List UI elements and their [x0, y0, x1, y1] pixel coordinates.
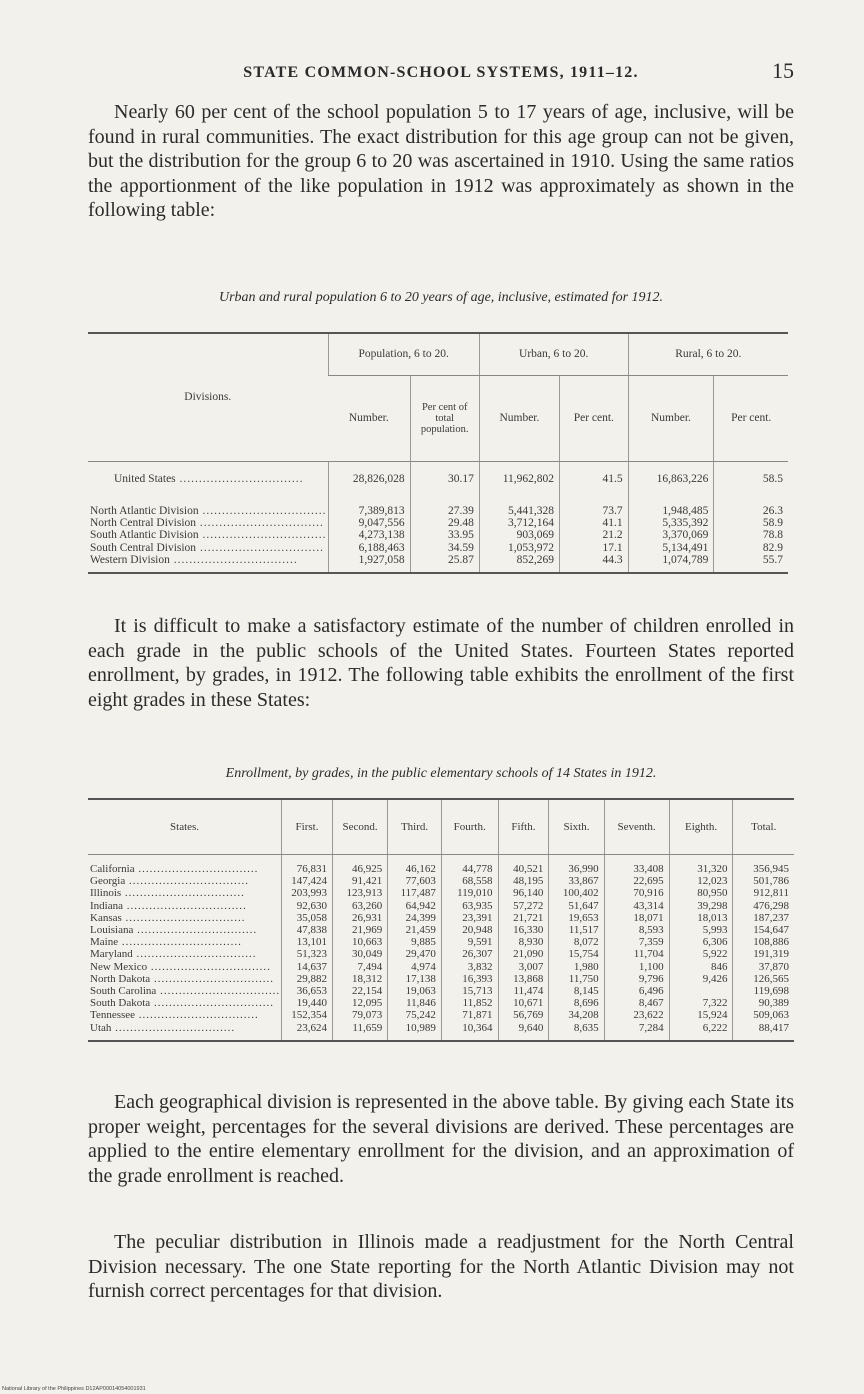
- table-cell: 154,647: [733, 924, 794, 936]
- table-cell: 19,440: [282, 997, 333, 1009]
- table-cell: 63,260: [332, 900, 387, 912]
- state-cell: [88, 887, 282, 899]
- table-cell: 12,023: [669, 875, 733, 887]
- table-cell: 356,945: [733, 855, 794, 876]
- table-cell: 18,312: [332, 973, 387, 985]
- header-second: Second.: [332, 799, 387, 855]
- table-cell: 11,846: [388, 997, 442, 1009]
- table-cell: 73.7: [560, 497, 629, 517]
- paragraph-1: Nearly 60 per cent of the school population 5 to 17 years of age, inclusive, will be found in rural communities. The exact distribution for this age group can not be given, but the distribution for the group 6 to 20 was ascertained in 1910. Using the same ratios the apportionment of the like population in 1912 was approximately as shown in the following table:: [88, 101, 794, 221]
- table-cell: 10,663: [332, 936, 387, 948]
- table-row: [88, 554, 788, 573]
- state-cell: [88, 985, 282, 997]
- table-cell: 117,487: [388, 887, 442, 899]
- table-cell: 26.3: [714, 497, 788, 517]
- table-cell: 4,974: [388, 961, 442, 973]
- table-cell: 46,162: [388, 855, 442, 876]
- table-cell: 8,145: [549, 985, 604, 997]
- table-cell: 10,989: [388, 1022, 442, 1041]
- table-cell: 58.5: [714, 461, 788, 497]
- table-cell: 846: [669, 961, 733, 973]
- table-cell: 9,885: [388, 936, 442, 948]
- row-label: United States .....: [114, 473, 304, 485]
- table-cell: 11,962,802: [479, 461, 559, 497]
- table-cell: 6,222: [669, 1022, 733, 1041]
- table-cell: 88,417: [733, 1022, 794, 1041]
- table-cell: 56,769: [498, 1009, 549, 1021]
- table-cell: 35,058: [282, 912, 333, 924]
- population-table: [88, 332, 788, 574]
- table-cell: 7,284: [604, 1022, 669, 1041]
- table-cell: 7,359: [604, 936, 669, 948]
- table-cell: 26,307: [441, 948, 498, 960]
- table-cell: 11,517: [549, 924, 604, 936]
- table-cell: 23,391: [441, 912, 498, 924]
- table-cell: 70,916: [604, 887, 669, 899]
- header-third: Third.: [388, 799, 442, 855]
- table-cell: 36,990: [549, 855, 604, 876]
- table-cell: 29,882: [282, 973, 333, 985]
- table-cell: 16,330: [498, 924, 549, 936]
- table-cell: 80,950: [669, 887, 733, 899]
- table-cell: 22,695: [604, 875, 669, 887]
- table-cell: 19,653: [549, 912, 604, 924]
- header-fifth: Fifth.: [498, 799, 549, 855]
- table-cell: 23,624: [282, 1022, 333, 1041]
- table-cell: 13,101: [282, 936, 333, 948]
- row-label: South Central Division .....: [90, 542, 324, 554]
- table-cell: 100,402: [549, 887, 604, 899]
- table-cell: 1,980: [549, 961, 604, 973]
- row-label: South Carolina .....: [90, 985, 280, 997]
- table-row: [88, 875, 794, 887]
- table-cell: 8,072: [549, 936, 604, 948]
- table-cell: 509,063: [733, 1009, 794, 1021]
- table-cell: 24,399: [388, 912, 442, 924]
- table-cell: [669, 985, 733, 997]
- header-fourth: Fourth.: [441, 799, 498, 855]
- state-cell: [88, 973, 282, 985]
- table-cell: 82.9: [714, 542, 788, 554]
- table-cell: 91,421: [332, 875, 387, 887]
- table-cell: 44,778: [441, 855, 498, 876]
- table-row: [88, 900, 794, 912]
- table-cell: 76,831: [282, 855, 333, 876]
- table-cell: 3,007: [498, 961, 549, 973]
- table-row: [88, 973, 794, 985]
- table-cell: 18,013: [669, 912, 733, 924]
- state-cell: [88, 1022, 282, 1041]
- table-cell: 29.48: [410, 517, 479, 529]
- header-sixth: Sixth.: [549, 799, 604, 855]
- row-label: North Atlantic Division .....: [90, 505, 326, 517]
- table-cell: 7,494: [332, 961, 387, 973]
- table-cell: 5,922: [669, 948, 733, 960]
- table-cell: 9,640: [498, 1022, 549, 1041]
- table-cell: 39,298: [669, 900, 733, 912]
- table-cell: 11,852: [441, 997, 498, 1009]
- row-label: California .....: [90, 863, 258, 875]
- table-row: [88, 887, 794, 899]
- table-cell: 9,796: [604, 973, 669, 985]
- table-cell: 10,364: [441, 1022, 498, 1041]
- row-label: Indiana .....: [90, 900, 247, 912]
- table-row: [88, 912, 794, 924]
- table-cell: 3,712,164: [479, 517, 559, 529]
- table-row: [88, 985, 794, 997]
- header-eighth: Eighth.: [669, 799, 733, 855]
- table-cell: 6,188,463: [328, 542, 410, 554]
- table-cell: 25.87: [410, 554, 479, 573]
- state-cell: [88, 855, 282, 876]
- table-cell: 92,630: [282, 900, 333, 912]
- table-row: [88, 497, 788, 517]
- table-cell: 41.1: [560, 517, 629, 529]
- state-cell: [88, 936, 282, 948]
- table-cell: 3,370,069: [628, 529, 714, 541]
- running-title: STATE COMMON-SCHOOL SYSTEMS, 1911–12.: [243, 64, 639, 81]
- state-cell: [88, 1009, 282, 1021]
- table-cell: 7,389,813: [328, 497, 410, 517]
- table-cell: 11,750: [549, 973, 604, 985]
- table-cell: 33,408: [604, 855, 669, 876]
- state-cell: [88, 875, 282, 887]
- table-cell: 75,242: [388, 1009, 442, 1021]
- table-cell: 29,470: [388, 948, 442, 960]
- table-cell: 126,565: [733, 973, 794, 985]
- table-cell: 9,426: [669, 973, 733, 985]
- table-cell: 96,140: [498, 887, 549, 899]
- header-rural: Rural, 6 to 20.: [628, 333, 788, 375]
- state-cell: [88, 924, 282, 936]
- table-cell: 43,314: [604, 900, 669, 912]
- table-cell: 108,886: [733, 936, 794, 948]
- row-label: Western Division .....: [90, 554, 298, 566]
- header-urban-number: Number.: [479, 375, 559, 461]
- table-cell: 152,354: [282, 1009, 333, 1021]
- table-cell: 16,863,226: [628, 461, 714, 497]
- table-cell: 6,496: [604, 985, 669, 997]
- header-states: States.: [88, 799, 282, 855]
- table-row: [88, 542, 788, 554]
- table-cell: 11,474: [498, 985, 549, 997]
- header-seventh: Seventh.: [604, 799, 669, 855]
- table-cell: 33.95: [410, 529, 479, 541]
- table-cell: 123,913: [332, 887, 387, 899]
- table-cell: 27.39: [410, 497, 479, 517]
- table-cell: 44.3: [560, 554, 629, 573]
- table-cell: 79,073: [332, 1009, 387, 1021]
- row-label: Tennessee .....: [90, 1009, 259, 1021]
- table-cell: 23,622: [604, 1009, 669, 1021]
- table-cell: 7,322: [669, 997, 733, 1009]
- table-cell: 34,208: [549, 1009, 604, 1021]
- table-cell: 90,389: [733, 997, 794, 1009]
- table-cell: 3,832: [441, 961, 498, 973]
- table-cell: 15,924: [669, 1009, 733, 1021]
- table-cell: 77,603: [388, 875, 442, 887]
- table-row: [88, 961, 794, 973]
- row-label: New Mexico .....: [90, 961, 271, 973]
- header-rural-number: Number.: [628, 375, 714, 461]
- row-label: South Dakota .....: [90, 997, 274, 1009]
- table-cell: 37,870: [733, 961, 794, 973]
- table-cell: 8,593: [604, 924, 669, 936]
- table-cell: 16,393: [441, 973, 498, 985]
- table-cell: 40,521: [498, 855, 549, 876]
- page-header: [88, 58, 794, 88]
- table-cell: 15,713: [441, 985, 498, 997]
- table-cell: 26,931: [332, 912, 387, 924]
- table-cell: 6,306: [669, 936, 733, 948]
- table-cell: 21.2: [560, 529, 629, 541]
- state-cell: [88, 997, 282, 1009]
- table-cell: 9,591: [441, 936, 498, 948]
- table-cell: 31,320: [669, 855, 733, 876]
- table-cell: 21,969: [332, 924, 387, 936]
- table-cell: 147,424: [282, 875, 333, 887]
- row-label: Kansas .....: [90, 912, 246, 924]
- row-label: North Central Division .....: [90, 517, 324, 529]
- table-row: [88, 1022, 794, 1041]
- table-cell: 30.17: [410, 461, 479, 497]
- table-cell: 36,653: [282, 985, 333, 997]
- table-row: [88, 997, 794, 1009]
- table1-caption: Urban and rural population 6 to 20 years of age, inclusive, estimated for 1912.: [218, 290, 664, 305]
- row-label: Illinois .....: [90, 887, 245, 899]
- header-total: Total.: [733, 799, 794, 855]
- table-cell: 41.5: [560, 461, 629, 497]
- table-cell: 5,993: [669, 924, 733, 936]
- table-row: [88, 461, 788, 497]
- table-cell: 1,100: [604, 961, 669, 973]
- table-cell: 21,090: [498, 948, 549, 960]
- table-cell: 1,074,789: [628, 554, 714, 573]
- table-cell: 22,154: [332, 985, 387, 997]
- table-cell: 5,134,491: [628, 542, 714, 554]
- table-cell: 51,323: [282, 948, 333, 960]
- table-cell: 187,237: [733, 912, 794, 924]
- table-cell: 9,047,556: [328, 517, 410, 529]
- table-cell: 55.7: [714, 554, 788, 573]
- table-cell: 8,696: [549, 997, 604, 1009]
- table-cell: 5,441,328: [479, 497, 559, 517]
- table-cell: 34.59: [410, 542, 479, 554]
- row-label: Georgia .....: [90, 875, 249, 887]
- header-urban: Urban, 6 to 20.: [479, 333, 628, 375]
- row-label: Louisiana .....: [90, 924, 257, 936]
- state-cell: [88, 912, 282, 924]
- header-rural-percent: Per cent.: [714, 375, 788, 461]
- table-cell: 13,868: [498, 973, 549, 985]
- header-urban-percent: Per cent.: [560, 375, 629, 461]
- table-row: [88, 855, 794, 876]
- header-pop-number: Number.: [328, 375, 410, 461]
- table-cell: 476,298: [733, 900, 794, 912]
- table-cell: 71,871: [441, 1009, 498, 1021]
- header-pop-percent: Per cent of total population.: [410, 375, 479, 461]
- table-cell: 8,467: [604, 997, 669, 1009]
- paragraph-3: Each geographical division is represented in the above table. By giving each State its proper weight, percentages for the several divisions are derived. These percentages are applied to the entire elementary enrollment for the division, and an approximation of the grade enrollment is reached.: [88, 1091, 794, 1187]
- table-row: [88, 936, 794, 948]
- table-cell: 912,811: [733, 887, 794, 899]
- table2-caption: Enrollment, by grades, in the public elementary schools of 14 States in 1912.: [225, 766, 657, 781]
- table-cell: 20,948: [441, 924, 498, 936]
- paragraph-2: It is difficult to make a satisfactory estimate of the number of children enrolled in each grade in the public schools of the United States. Fourteen States reported enrollment, by grades, in 1912. The following table exhibits the enrollment of the first eight grades in these States:: [88, 615, 794, 711]
- header-population: Population, 6 to 20.: [328, 333, 479, 375]
- row-label: North Dakota .....: [90, 973, 274, 985]
- table-cell: 68,558: [441, 875, 498, 887]
- table-cell: 18,071: [604, 912, 669, 924]
- table-cell: 5,335,392: [628, 517, 714, 529]
- table-cell: 11,659: [332, 1022, 387, 1041]
- state-cell: [88, 961, 282, 973]
- table-cell: 1,948,485: [628, 497, 714, 517]
- table-cell: 78.8: [714, 529, 788, 541]
- table-cell: 14,637: [282, 961, 333, 973]
- table-cell: 191,319: [733, 948, 794, 960]
- enrollment-table: [88, 798, 794, 1042]
- table-cell: 501,786: [733, 875, 794, 887]
- header-first: First.: [282, 799, 333, 855]
- table-cell: 852,269: [479, 554, 559, 573]
- enrollment-table-body: [88, 855, 794, 1041]
- table-cell: 17.1: [560, 542, 629, 554]
- table-cell: 17,138: [388, 973, 442, 985]
- table-cell: 203,993: [282, 887, 333, 899]
- table-cell: 1,927,058: [328, 554, 410, 573]
- row-label: Maine .....: [90, 936, 242, 948]
- row-label: Utah .....: [90, 1022, 235, 1034]
- table-cell: 1,053,972: [479, 542, 559, 554]
- row-label: South Atlantic Division .....: [90, 529, 327, 541]
- page-number: 15: [772, 58, 794, 83]
- table-row: [88, 529, 788, 541]
- table-cell: 119,010: [441, 887, 498, 899]
- table-cell: 58.9: [714, 517, 788, 529]
- table-cell: 15,754: [549, 948, 604, 960]
- table-cell: 12,095: [332, 997, 387, 1009]
- table-cell: 47,838: [282, 924, 333, 936]
- table-row: [88, 1009, 794, 1021]
- table-cell: 903,069: [479, 529, 559, 541]
- table-row: [88, 948, 794, 960]
- table-cell: 4,273,138: [328, 529, 410, 541]
- header-divisions: Divisions.: [88, 333, 328, 461]
- table-row: [88, 517, 788, 529]
- row-label: Maryland .....: [90, 948, 257, 960]
- state-cell: [88, 900, 282, 912]
- table-cell: 48,195: [498, 875, 549, 887]
- state-cell: [88, 948, 282, 960]
- table-cell: 30,049: [332, 948, 387, 960]
- table-cell: 11,704: [604, 948, 669, 960]
- table-cell: 46,925: [332, 855, 387, 876]
- table-cell: 21,721: [498, 912, 549, 924]
- table-cell: 119,698: [733, 985, 794, 997]
- table-cell: 51,647: [549, 900, 604, 912]
- table-row: [88, 924, 794, 936]
- table-cell: 64,942: [388, 900, 442, 912]
- paragraph-4: The peculiar distribution in Illinois made a readjustment for the North Central Division necessary. The one State reporting for the North Atlantic Division may not furnish correct percentages for that division.: [88, 1231, 794, 1302]
- table-cell: 63,935: [441, 900, 498, 912]
- table-cell: 21,459: [388, 924, 442, 936]
- table-cell: 8,635: [549, 1022, 604, 1041]
- table-cell: 57,272: [498, 900, 549, 912]
- table-cell: 8,930: [498, 936, 549, 948]
- table-cell: 33,867: [549, 875, 604, 887]
- table-cell: 10,671: [498, 997, 549, 1009]
- table-cell: 19,063: [388, 985, 442, 997]
- scan-footer: National Library of the Philippines D12AP00014054001931: [2, 1386, 146, 1392]
- table-cell: 28,826,028: [328, 461, 410, 497]
